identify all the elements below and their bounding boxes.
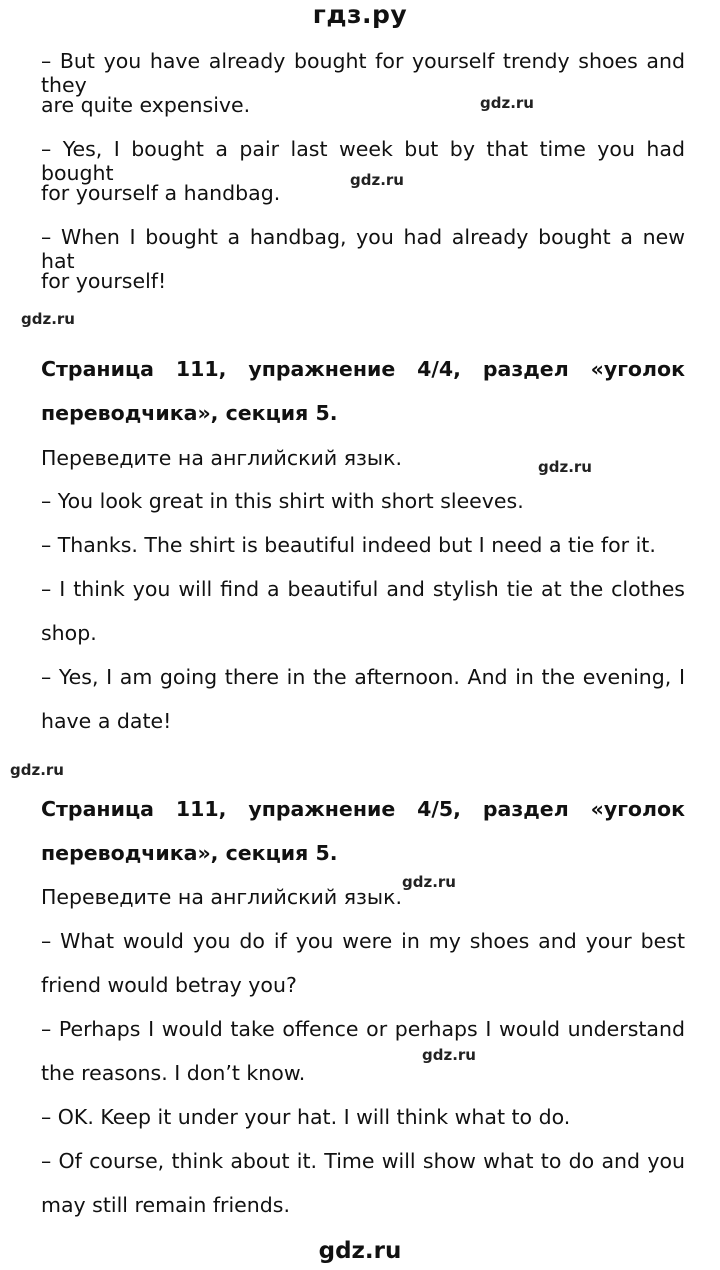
section-heading: переводчика», секция 5.: [41, 841, 338, 865]
text-line: – You look great in this shirt with short sleeves.: [41, 489, 524, 513]
site-footer: gdz.ru: [318, 1238, 402, 1264]
site-header: гдз.ру: [312, 0, 408, 29]
text-line: – What would you do if you were in my shoes and your best: [41, 929, 685, 953]
section-heading: Страница 111, упражнение 4/5, раздел «уголок: [41, 797, 685, 821]
text-line: – But you have already bought for yourself trendy shoes and they: [41, 49, 685, 97]
text-line: the reasons. I don’t know.: [41, 1061, 306, 1085]
text-line: may still remain friends.: [41, 1193, 290, 1217]
section-heading: Страница 111, упражнение 4/4, раздел «уголок: [41, 357, 685, 381]
text-line: have a date!: [41, 709, 172, 733]
text-line: – When I bought a handbag, you had already bought a new hat: [41, 225, 685, 273]
text-line: shop.: [41, 621, 97, 645]
text-line: for yourself a handbag.: [41, 181, 281, 205]
text-line: for yourself!: [41, 269, 167, 293]
watermark: gdz.ru: [350, 171, 404, 189]
text-line: friend would betray you?: [41, 973, 297, 997]
watermark: gdz.ru: [10, 761, 64, 779]
instruction: Переведите на английский язык.: [41, 446, 403, 470]
watermark: gdz.ru: [402, 873, 456, 891]
text-line: – Thanks. The shirt is beautiful indeed but I need a tie for it.: [41, 533, 656, 557]
text-line: are quite expensive.: [41, 93, 251, 117]
text-line: – Yes, I bought a pair last week but by that time you had bought: [41, 137, 685, 185]
instruction: Переведите на английский язык.: [41, 885, 403, 909]
text-line: – Of course, think about it. Time will show what to do and you: [41, 1149, 685, 1173]
text-line: – Yes, I am going there in the afternoon. And in the evening, I: [41, 665, 685, 689]
watermark: gdz.ru: [21, 310, 75, 328]
section-heading: переводчика», секция 5.: [41, 401, 338, 425]
watermark: gdz.ru: [480, 94, 534, 112]
watermark: gdz.ru: [538, 458, 592, 476]
text-line: – OK. Keep it under your hat. I will think what to do.: [41, 1105, 571, 1129]
text-line: – I think you will find a beautiful and stylish tie at the clothes: [41, 577, 685, 601]
text-line: – Perhaps I would take offence or perhaps I would understand: [41, 1017, 685, 1041]
watermark: gdz.ru: [422, 1046, 476, 1064]
